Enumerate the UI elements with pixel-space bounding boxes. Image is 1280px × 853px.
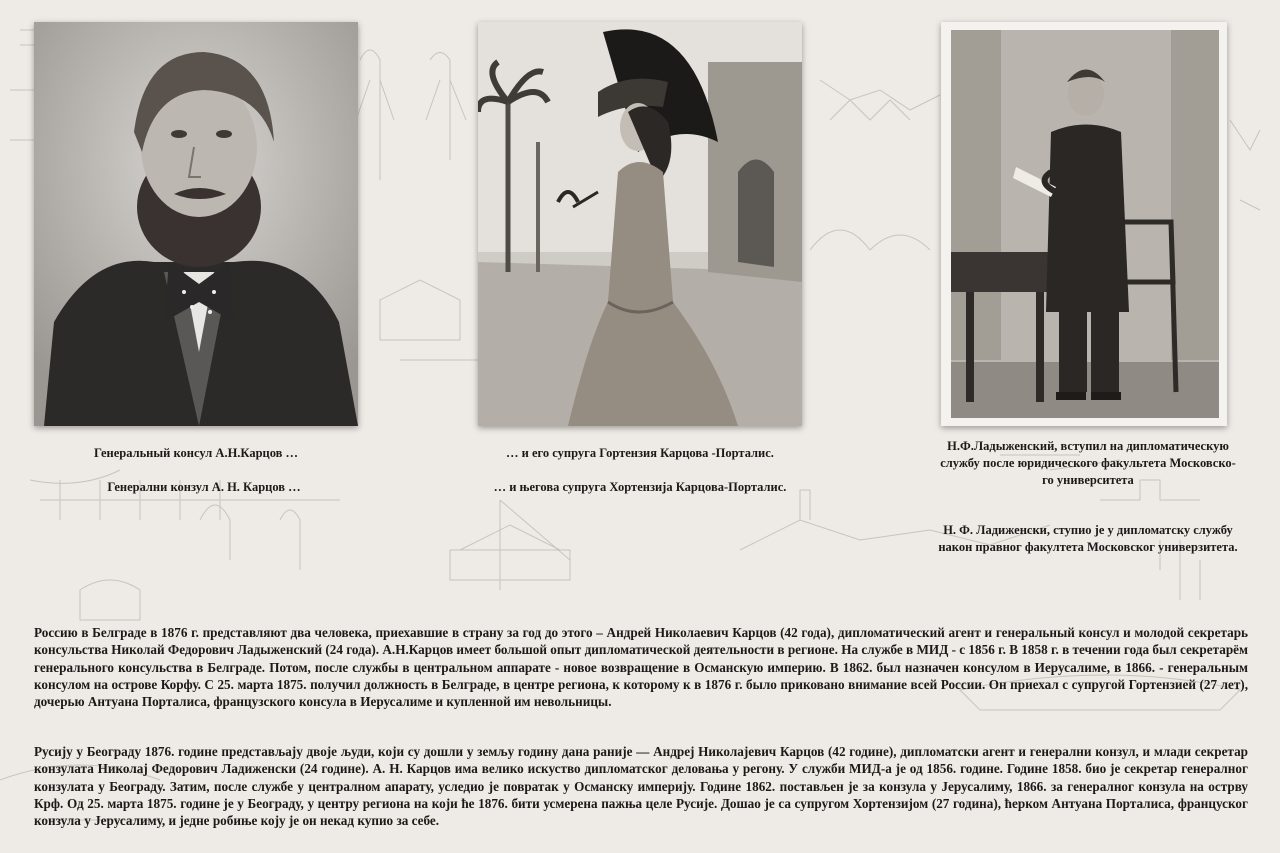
caption-line: службу после юридического факультета Московско- bbox=[940, 456, 1236, 470]
caption-ladyzhensky-ru bbox=[916, 438, 1260, 489]
portrait-bearded-man-icon bbox=[34, 22, 358, 426]
caption-wife-ru: … и его супруга Гортензия Карцова -Порталис. bbox=[506, 446, 774, 460]
caption-line: Н. Ф. Ладиженски, ступио је у дипломатску службу bbox=[943, 523, 1233, 537]
man-in-uniform-reading-icon bbox=[941, 22, 1227, 426]
caption-line: го университета bbox=[1042, 473, 1134, 487]
photo-ladyzhensky bbox=[941, 22, 1227, 426]
photo-kartsov bbox=[34, 22, 358, 426]
caption-line: након правног факултета Московског универзитета. bbox=[938, 540, 1238, 554]
paragraph-russian: Россию в Белграде в 1876 г. представляют два человека, приехавшие в страну за год до этого – Андрей Николаевич Карцов (42 года), дипломатический агент и генеральный консул и молодой секретарь консульства Николай Федорович Ладыженский (24 года). А.Н.Карцов имеет большой опыт дипломатической деятельности в регионе. На службе в МИД - с 1856 г. В 1858 г. в течении года был секретарём генерального консульства в Белграде. Потом, после службы в центральном аппарате - новое возвращение в Османскую империю. В 1862. был назначен консулом в Иерусалиме, в 1866. - генеральным консулом на острове Корфу. С 25. марта 1875. получил должность в Белграде, в центре региона, к которому к в 1876 г. было приковано внимание всей России. Он приехал с супругой Гортензией (27 лет), дочерью Антуана Порталиса, французского консула в Иерусалиме и купленной им невольницы. bbox=[34, 625, 1248, 710]
caption-ladyzhensky-sr bbox=[916, 522, 1260, 556]
caption-line: Н.Ф.Ладыженский, вступил на дипломатическую bbox=[947, 439, 1229, 453]
woman-with-parasol-icon bbox=[478, 22, 802, 426]
paragraph-serbian: Русију у Београду 1876. године представљају двоје људи, који су дошли у земљу годину дана раније — Андреј Николајевич Карцов (42 године), дипломатски агент и генерални конзул, и млади секретар конзулата Николај Федорович Ладиженски (24 године). А. Н. Карцов има велико искуство дипломатског деловања у регону. У служби МИД-а је од 1856. године. Године 1858. био је секретар генералног конзулата у Београду. Затим, после службе у централном апарату, уследио је повратак у Османску империју. Године 1862. постављен је за конзула у Јерусалиму, 1866. за генералног конзула на острву Крф. Од 25. марта 1875. године је у Београду, у центру региона на који ће 1876. бити усмерена пажња целе Русије. Дошао је са супругом Хортензијом (27 година), ћерком Антуана Порталиса, француског конзула у Јерусалиму, и једне робиње коју је он некад купио за себе. bbox=[34, 744, 1248, 829]
caption-kartsov-sr: Генерални конзул А. Н. Карцов … bbox=[107, 480, 301, 494]
caption-kartsov-ru: Генеральный консул А.Н.Карцов … bbox=[93, 446, 299, 460]
photo-hortense bbox=[478, 22, 802, 426]
caption-wife-sr: … и његова супруга Хортензија Карцова-Порталис. bbox=[493, 480, 787, 494]
